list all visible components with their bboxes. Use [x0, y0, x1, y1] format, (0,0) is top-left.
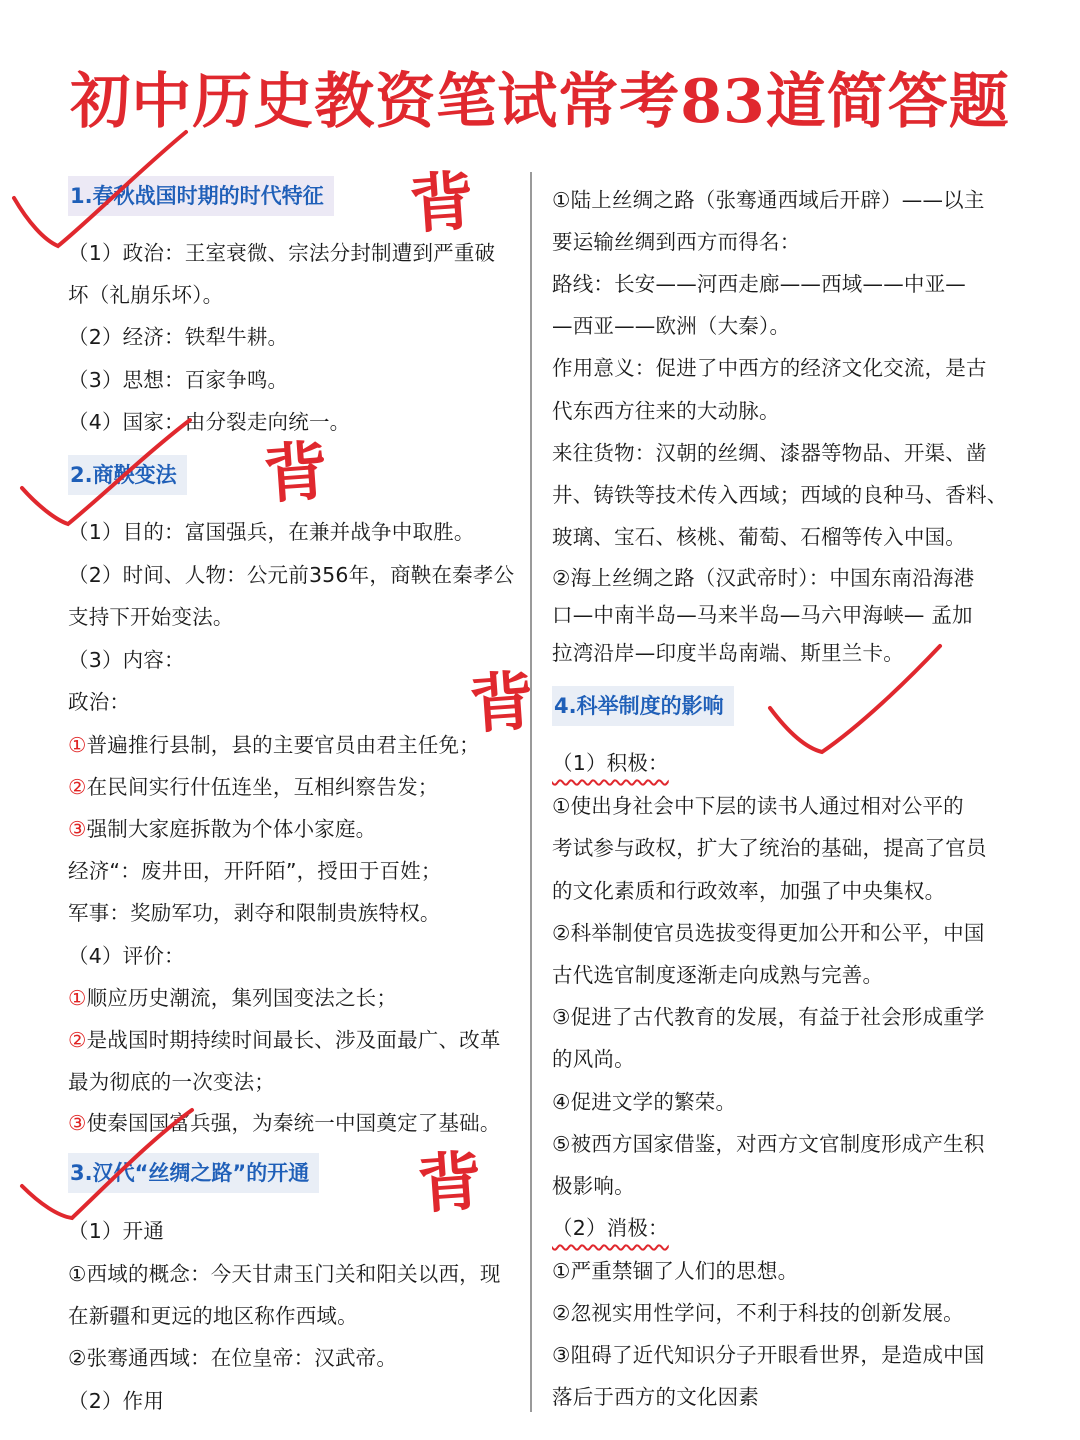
page-title: 初中历史教资笔试常考83道简答题 [70, 67, 1010, 137]
text-line: 玻璃、宝石、核桃、葡萄、石榴等传入中国。 [552, 525, 966, 549]
text-line: ①陆上丝绸之路（张骞通西域后开辟）——以主 [552, 188, 985, 212]
text-line: （4）评价： [68, 944, 185, 968]
text-line: 代东西方往来的大动脉。 [552, 399, 780, 423]
section-heading-2: 2.商鞅变法 [68, 455, 187, 495]
text-line: （2）时间、人物：公元前356年，商鞅在秦孝公 [68, 563, 515, 587]
list-item: ②是战国时期持续时间最长、涉及面最广、改革 [68, 1028, 501, 1052]
text-line: 作用意义：促进了中西方的经济文化交流，是古 [552, 356, 987, 380]
text-line: 来往货物：汉朝的丝绸、漆器等物品、开渠、凿 [552, 441, 987, 465]
text-line: 古代选官制度逐渐走向成熟与完善。 [552, 963, 884, 987]
subheading-positive: （1）积极： [552, 751, 669, 775]
text-line: 政治： [68, 690, 131, 714]
section-heading-3: 3.汉代“丝绸之路”的开通 [68, 1153, 319, 1193]
text-line: ③促进了古代教育的发展，有益于社会形成重学 [552, 1005, 985, 1029]
text-line: ④促进文学的繁荣。 [552, 1090, 737, 1114]
text-line: ②忽视实用性学问，不利于科技的创新发展。 [552, 1301, 964, 1325]
subheading-negative: （2）消极： [552, 1216, 669, 1240]
text-line: ③阻碍了近代知识分子开眼看世界，是造成中国 [552, 1343, 985, 1367]
list-item: ③强制大家庭拆散为个体小家庭。 [68, 817, 377, 841]
section-heading-4: 4.科举制度的影响 [552, 686, 734, 726]
column-divider [530, 172, 532, 1412]
text-line: （2）经济：铁犁牛耕。 [68, 325, 289, 349]
text-line: 落后于西方的文化因素 [552, 1385, 759, 1409]
text-line: 支持下开始变法。 [68, 605, 234, 629]
text-line: ①严重禁锢了人们的思想。 [552, 1259, 799, 1283]
text-line: ②海上丝绸之路（汉武帝时）：中国东南沿海港 [552, 566, 975, 590]
text-line: 的文化素质和行政效率，加强了中央集权。 [552, 879, 946, 903]
memorize-annotation: 背 [467, 663, 537, 744]
memorize-annotation: 背 [261, 433, 331, 514]
list-item: ②在民间实行什伍连坐，互相纠察告发； [68, 775, 439, 799]
text-line: 在新疆和更远的地区称作西域。 [68, 1304, 358, 1328]
section-heading-1: 1.春秋战国时期的时代特征 [68, 176, 334, 216]
item-marker: ② [68, 1028, 87, 1052]
text-line: （4）国家：由分裂走向统一。 [68, 410, 351, 434]
text-line: 军事：奖励军功，剥夺和限制贵族特权。 [68, 901, 441, 925]
list-item: ①普遍推行县制，县的主要官员由君主任免； [68, 733, 480, 757]
text-line: 的风尚。 [552, 1047, 635, 1071]
text-line: （2）作用 [68, 1389, 165, 1413]
item-marker: ② [68, 775, 87, 799]
text-line: ①使出身社会中下层的读书人通过相对公平的 [552, 794, 964, 818]
text-line: 拉湾沿岸—印度半岛南端、斯里兰卡。 [552, 641, 904, 665]
text-line: 路线：长安——河西走廊——西域——中亚— [552, 272, 966, 296]
list-item: ①顺应历史潮流，集列国变法之长； [68, 986, 398, 1010]
text-line: 井、铸铁等技术传入西域；西域的良种马、香料、 [552, 483, 1008, 507]
memorize-annotation: 背 [407, 163, 477, 244]
memorize-annotation: 背 [415, 1143, 485, 1224]
text-line: ①西域的概念：今天甘肃玉门关和阳关以西，现 [68, 1262, 501, 1286]
text-line: （3）内容： [68, 648, 185, 672]
text-line: ⑤被西方国家借鉴，对西方文官制度形成产生积 [552, 1132, 985, 1156]
text-line: 最为彻底的一次变法； [68, 1070, 275, 1094]
text-line: （1）政治：王室衰微、宗法分封制遭到严重破 [68, 241, 496, 265]
text-line: ②张骞通西域：在位皇帝：汉武帝。 [68, 1346, 398, 1370]
text-line: 经济“：废井田，开阡陌”，授田于百姓； [68, 859, 442, 883]
text-line: ②科举制使官员选拔变得更加公开和公平，中国 [552, 921, 985, 945]
item-marker: ③ [68, 1111, 87, 1135]
text-line: （1）目的：富国强兵，在兼并战争中取胜。 [68, 520, 475, 544]
text-line: 极影响。 [552, 1174, 635, 1198]
text-line: （1）开通 [68, 1219, 165, 1243]
item-marker: ① [68, 733, 87, 757]
item-marker: ③ [68, 817, 87, 841]
item-marker: ① [68, 986, 87, 1010]
list-item: ③使秦国国富兵强，为秦统一中国奠定了基础。 [68, 1111, 501, 1135]
text-line: —西亚——欧洲（大秦）。 [552, 314, 791, 338]
text-line: 要运输丝绸到西方而得名： [552, 230, 801, 254]
text-line: 口—中南半岛—马来半岛—马六甲海峡— 孟加 [552, 603, 973, 627]
text-line: （3）思想：百家争鸣。 [68, 368, 289, 392]
text-line: 考试参与政权，扩大了统治的基础，提高了官员 [552, 836, 987, 860]
text-line: 坏（礼崩乐坏）。 [68, 283, 224, 307]
